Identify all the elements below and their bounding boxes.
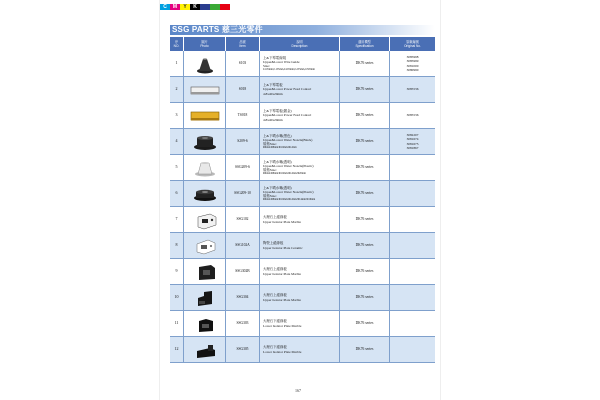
- cell-no: 12: [170, 337, 184, 362]
- description-line: 4.8x40x20mm: [263, 91, 283, 96]
- description-line: Upper&Lower Water Nozzle(Plastic): [263, 189, 314, 194]
- description-line: Upper&Lower Power Feed Contact: [263, 87, 312, 92]
- table-row: [170, 155, 435, 181]
- header-item-en: Item: [239, 44, 246, 48]
- cell-original-no: [390, 181, 435, 206]
- cell-item: SSG304: [226, 285, 260, 310]
- cmyk-mark-k: K: [190, 4, 200, 10]
- cell-original-no: [390, 285, 435, 310]
- cell-item: SSG102A: [226, 233, 260, 258]
- cell-item: S209-6: [226, 129, 260, 154]
- catalog-page: [160, 0, 440, 400]
- cell-item: SSG209-10: [226, 181, 260, 206]
- cell-no: 7: [170, 207, 184, 232]
- cell-no: 9: [170, 259, 184, 284]
- description-line: 規格Size:: [263, 142, 277, 146]
- description-line: 大理石上絕緣板: [263, 267, 287, 272]
- description-line: Upper&Lower Water Nozzle(Black): [263, 137, 313, 142]
- description-line: 大理石上絕緣板: [263, 215, 287, 220]
- cell-photo: [184, 77, 226, 102]
- description-size-list: Φ6mm/Φ8mm/Φ10mm/Φ12mm/Φ20mm: [263, 172, 306, 176]
- description-line: 上&下噴水嘴(透明): [263, 159, 292, 164]
- table-row: [170, 51, 435, 77]
- description-line: Lower Isolator Plate Marble: [263, 323, 302, 328]
- isolator-bracket-icon: [188, 287, 222, 309]
- table-row: [170, 129, 435, 155]
- description-line: 規格Size:: [263, 194, 277, 198]
- cell-specification: DK76 series: [340, 337, 390, 362]
- header-item-zh: 品號: [239, 40, 246, 44]
- table-row: [170, 259, 435, 285]
- cell-original-no: [390, 259, 435, 284]
- table-body: [170, 51, 435, 363]
- cell-original-no: [390, 129, 435, 154]
- cmyk-mark-y: Y: [180, 4, 190, 10]
- description-line: 陶瓷上絕緣板: [263, 241, 284, 246]
- description-line: Upper&Lower Wire Guide: [263, 59, 300, 64]
- original-no: 3081000: [406, 63, 419, 68]
- header-orig-zh: 原廠編號: [406, 40, 419, 44]
- cell-specification: DK76 series: [340, 155, 390, 180]
- color-swatch: [210, 4, 220, 10]
- table-row: [170, 77, 435, 103]
- cell-photo: [184, 129, 226, 154]
- upper-isolator-marble-icon: [188, 209, 222, 231]
- cell-description: [260, 311, 340, 336]
- cell-no: 5: [170, 155, 184, 180]
- header-no-zh: 序: [174, 40, 179, 44]
- header-spec-zh: 適用機型: [358, 40, 371, 44]
- cell-photo: [184, 311, 226, 336]
- table-row: [170, 311, 435, 337]
- cell-no: 6: [170, 181, 184, 206]
- cell-photo: [184, 337, 226, 362]
- table-row: [170, 181, 435, 207]
- description-line: 上&下導電線規: [263, 55, 286, 60]
- cell-specification: DK76 series: [340, 207, 390, 232]
- header-description: [260, 37, 340, 51]
- color-swatch: [220, 4, 230, 10]
- cell-description: [260, 337, 340, 362]
- cell-description: [260, 77, 340, 102]
- original-no: 3085536: [406, 113, 419, 118]
- header-no-en: NO.: [173, 44, 180, 48]
- cell-photo: [184, 103, 226, 128]
- cmyk-mark-c: C: [160, 4, 170, 10]
- cell-no: 4: [170, 129, 184, 154]
- original-no: 3081675: [406, 141, 419, 146]
- cell-description: [260, 207, 340, 232]
- cell-no: 3: [170, 103, 184, 128]
- cell-original-no: [390, 311, 435, 336]
- cell-description: [260, 129, 340, 154]
- cell-specification: DK76 series: [340, 259, 390, 284]
- cmyk-registration-marks: [160, 4, 230, 10]
- description-line: 大理石下絕緣板: [263, 319, 287, 324]
- power-feed-contact-plate-icon: [188, 79, 222, 101]
- description-line: 4.8x40x20mm: [263, 117, 283, 122]
- original-no: 3080990: [406, 67, 419, 72]
- cell-original-no: [390, 103, 435, 128]
- description-line: 規格Size:: [263, 168, 277, 172]
- cell-item: SSG102: [226, 207, 260, 232]
- cell-specification: DK76 series: [340, 233, 390, 258]
- cell-no: 8: [170, 233, 184, 258]
- description-line: Upper Isolator Plate Marble: [263, 297, 301, 302]
- cell-photo: [184, 51, 226, 76]
- cell-photo: [184, 155, 226, 180]
- description-line: 上&下噴水嘴(黑色): [263, 133, 292, 138]
- original-no: 3085998: [406, 55, 419, 60]
- upper-lower-wire-guide-icon: [188, 53, 222, 75]
- cell-item: SSG209-6: [226, 155, 260, 180]
- cell-photo: [184, 207, 226, 232]
- header-orig-en: Original No.: [404, 44, 421, 48]
- header-spec-en: Specification: [355, 44, 374, 48]
- section-title-bar: [170, 25, 435, 35]
- description-size-list: Φ6mm/Φ8mm/Φ10mm/Φ12mm/Φ14mm/Φ16mm: [263, 198, 316, 202]
- cell-specification: DK76 series: [340, 129, 390, 154]
- cell-item: S018: [226, 77, 260, 102]
- header-photo: [184, 37, 226, 51]
- lower-isolator-icon: [188, 313, 222, 335]
- cell-photo: [184, 259, 226, 284]
- color-swatch: [200, 4, 210, 10]
- cell-specification: DK76 series: [340, 51, 390, 76]
- cell-description: [260, 285, 340, 310]
- description-line: 大理石下絕緣板: [263, 345, 287, 350]
- description-line: 上&下噴水嘴(透明): [263, 185, 292, 190]
- black-plastic-nozzle-icon: [188, 183, 222, 205]
- plastic-water-nozzle-icon: [188, 157, 222, 179]
- cell-item: S103: [226, 51, 260, 76]
- description-line: 上&下導電板: [263, 83, 283, 88]
- cell-item: SSG303: [226, 311, 260, 336]
- cell-no: 1: [170, 51, 184, 76]
- description-size-list: 0.105mm,0.155mm,0.205mm,0.255mm,0.305mm: [263, 68, 315, 72]
- cell-description: [260, 155, 340, 180]
- cell-item: TS018: [226, 103, 260, 128]
- header-photo-en: Photo: [200, 44, 209, 48]
- description-line: Upper&Lower Power Feed Contact: [263, 113, 312, 118]
- upper-isolator-ceramic-icon: [188, 235, 222, 257]
- cell-original-no: [390, 233, 435, 258]
- description-size-list: Φ6mm/Φ8mm/Φ10mm/Φ12mm: [263, 146, 297, 150]
- cell-original-no: [390, 337, 435, 362]
- cell-specification: DK76 series: [340, 311, 390, 336]
- cell-original-no: [390, 77, 435, 102]
- parts-table: [170, 37, 435, 363]
- original-no: 3085999: [406, 59, 419, 64]
- header-photo-zh: 圖片: [201, 40, 208, 44]
- cell-item: SSG305: [226, 337, 260, 362]
- cell-original-no: [390, 51, 435, 76]
- table-row: [170, 337, 435, 363]
- cell-specification: DK76 series: [340, 285, 390, 310]
- cell-photo: [184, 285, 226, 310]
- original-no: 3082207: [406, 133, 419, 138]
- description-line: 大理石上絕緣板: [263, 293, 287, 298]
- description-line: Upper Isolator Plate Ceramic: [263, 245, 303, 250]
- description-line: Upper&Lower Water Nozzle(Plastic): [263, 163, 314, 168]
- cell-no: 11: [170, 311, 184, 336]
- lower-isolator-plate-icon: [188, 339, 222, 361]
- header-original-no: [390, 37, 435, 51]
- cell-photo: [184, 233, 226, 258]
- cell-no: 2: [170, 77, 184, 102]
- description-line: Lower Isolator Plate Marble: [263, 349, 302, 354]
- cell-original-no: [390, 207, 435, 232]
- description-line: Upper Isolator Plate Marble: [263, 219, 301, 224]
- cell-specification: DK76 series: [340, 181, 390, 206]
- cell-specification: DK76 series: [340, 103, 390, 128]
- original-no: 3081674: [406, 137, 419, 142]
- black-water-nozzle-icon: [188, 131, 222, 153]
- cell-original-no: [390, 155, 435, 180]
- original-no: 3081867: [406, 145, 419, 150]
- isolator-block-icon: [188, 261, 222, 283]
- section-title: SSG PARTS 慈三光零件: [172, 25, 263, 34]
- cell-description: [260, 103, 340, 128]
- table-row: [170, 103, 435, 129]
- cell-description: [260, 51, 340, 76]
- cell-description: [260, 181, 340, 206]
- table-row: [170, 233, 435, 259]
- table-row: [170, 285, 435, 311]
- header-item: [226, 37, 260, 51]
- header-desc-en: Description: [291, 44, 308, 48]
- header-no: [170, 37, 184, 51]
- original-no: 3085536: [406, 87, 419, 92]
- header-desc-zh: 說明: [296, 40, 303, 44]
- table-header: [170, 37, 435, 51]
- table-row: [170, 207, 435, 233]
- cell-item: SSG302B: [226, 259, 260, 284]
- cmyk-mark-m: M: [170, 4, 180, 10]
- header-specification: [340, 37, 390, 51]
- page-number: 167: [295, 388, 301, 393]
- gold-contact-plate-icon: [188, 105, 222, 127]
- cell-no: 10: [170, 285, 184, 310]
- description-line: Upper Isolator Plate Marble: [263, 271, 301, 276]
- cell-photo: [184, 181, 226, 206]
- description-line: Size:: [263, 64, 270, 68]
- cell-description: [260, 259, 340, 284]
- cell-specification: DK76 series: [340, 77, 390, 102]
- description-line: 上&下導電板(鍍金): [263, 109, 292, 114]
- cell-description: [260, 233, 340, 258]
